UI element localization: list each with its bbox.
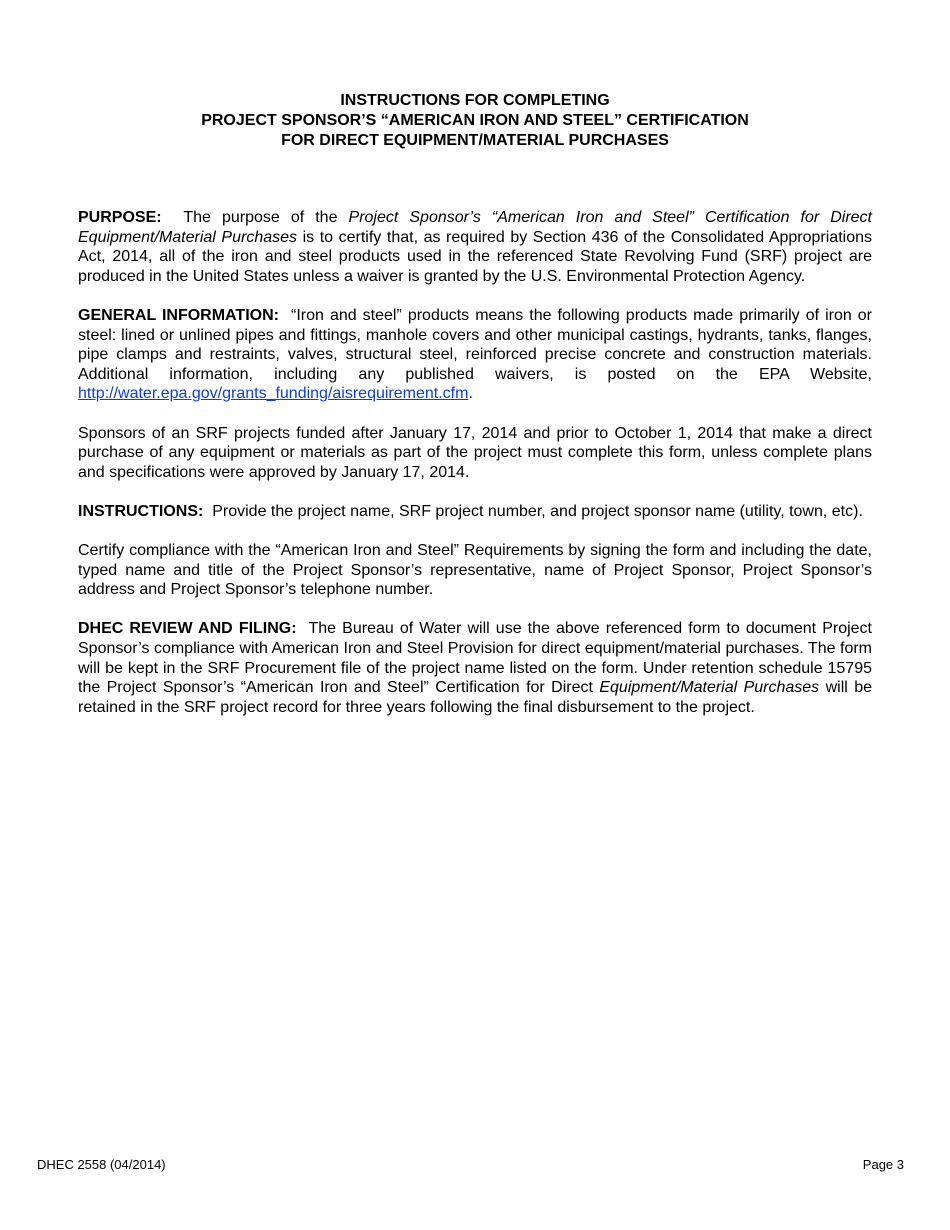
certify-paragraph: Certify compliance with the “American Iron and Steel” Requirements by signing the form and including the date, typed name and title of the Project Sponsor’s representative, name of Project Sponsor, Project Sponsor’s address and Project Sponsor’s telephone number. (78, 542, 872, 599)
purpose-label: PURPOSE: (78, 209, 162, 226)
dhec-review-paragraph (78, 619, 872, 717)
instructions-text: Provide the project name, SRF project number, and project sponsor name (utility, town, etc). (212, 502, 863, 520)
footer-page-number: Page 3 (862, 1157, 904, 1172)
document-body (78, 208, 872, 737)
purpose-paragraph (78, 208, 872, 286)
sponsors-paragraph: Sponsors of an SRF projects funded after January 17, 2014 and prior to October 1, 2014 that make a direct purchase of any equipment or materials as part of the project must complete this form, unless complete plans and specifications were approved by January 17, 2014. (78, 424, 872, 481)
dhec-review-text-a: The Bureau of Water will use the above referenced form to document Project Sponsor’s compliance with American Iron and Steel Provision for direct equipment/material purchases. The form will be kept in the SRF Procurement file of the project name listed on the form. Under retention schedule 15795 the Project Sponsor’s “American Iron and Steel” Certification for Direct (78, 620, 872, 697)
general-information-end: . (468, 385, 473, 403)
document-title (0, 91, 950, 151)
general-information-text: “Iron and steel” products means the following products made primarily of iron or steel: lined or unlined pipes and fittings, manhole covers and other municipal castings, hydrants, tanks, flanges, pipe clamps and restraints, valves, structural steel, reinforced precise concrete and construction materials. Additional information, including any published waivers, is posted on the EPA Website, (78, 306, 872, 383)
purpose-text-b: is to certify that, as required by Section 436 of the Consolidated Appropriations Act, 2014, all of the iron and steel products used in the referenced State Revolving Fund (SRF) project are produced in the United States unless a waiver is granted by the U.S. Environmental Protection Agency. (78, 228, 872, 285)
footer-form-id: DHEC 2558 (04/2014) (37, 1157, 166, 1172)
title-line-3: FOR DIRECT EQUIPMENT/MATERIAL PURCHASES (281, 132, 669, 149)
epa-website-link[interactable]: http://water.epa.gov/grants_funding/aisrequirement.cfm (78, 385, 469, 403)
dhec-review-italic: Equipment/Material Purchases (599, 679, 820, 697)
title-line-1: INSTRUCTIONS FOR COMPLETING (340, 92, 610, 109)
instructions-label: INSTRUCTIONS: (78, 502, 204, 520)
general-information-label: GENERAL INFORMATION: (78, 306, 279, 324)
general-information-paragraph (78, 306, 872, 404)
dhec-review-text-b: will be retained in the SRF project record for three years following the final disbursement to the project. (78, 679, 873, 716)
purpose-text-a: The purpose of the (183, 209, 338, 226)
purpose-italic-title: Project Sponsor’s “American Iron and Steel” Certification for Direct Equipment/Material Purchases (78, 209, 873, 246)
title-line-2: PROJECT SPONSOR’S “AMERICAN IRON AND STEEL” CERTIFICATION (201, 112, 749, 129)
instructions-paragraph (78, 502, 872, 522)
dhec-review-label: DHEC REVIEW AND FILING: (78, 620, 297, 638)
